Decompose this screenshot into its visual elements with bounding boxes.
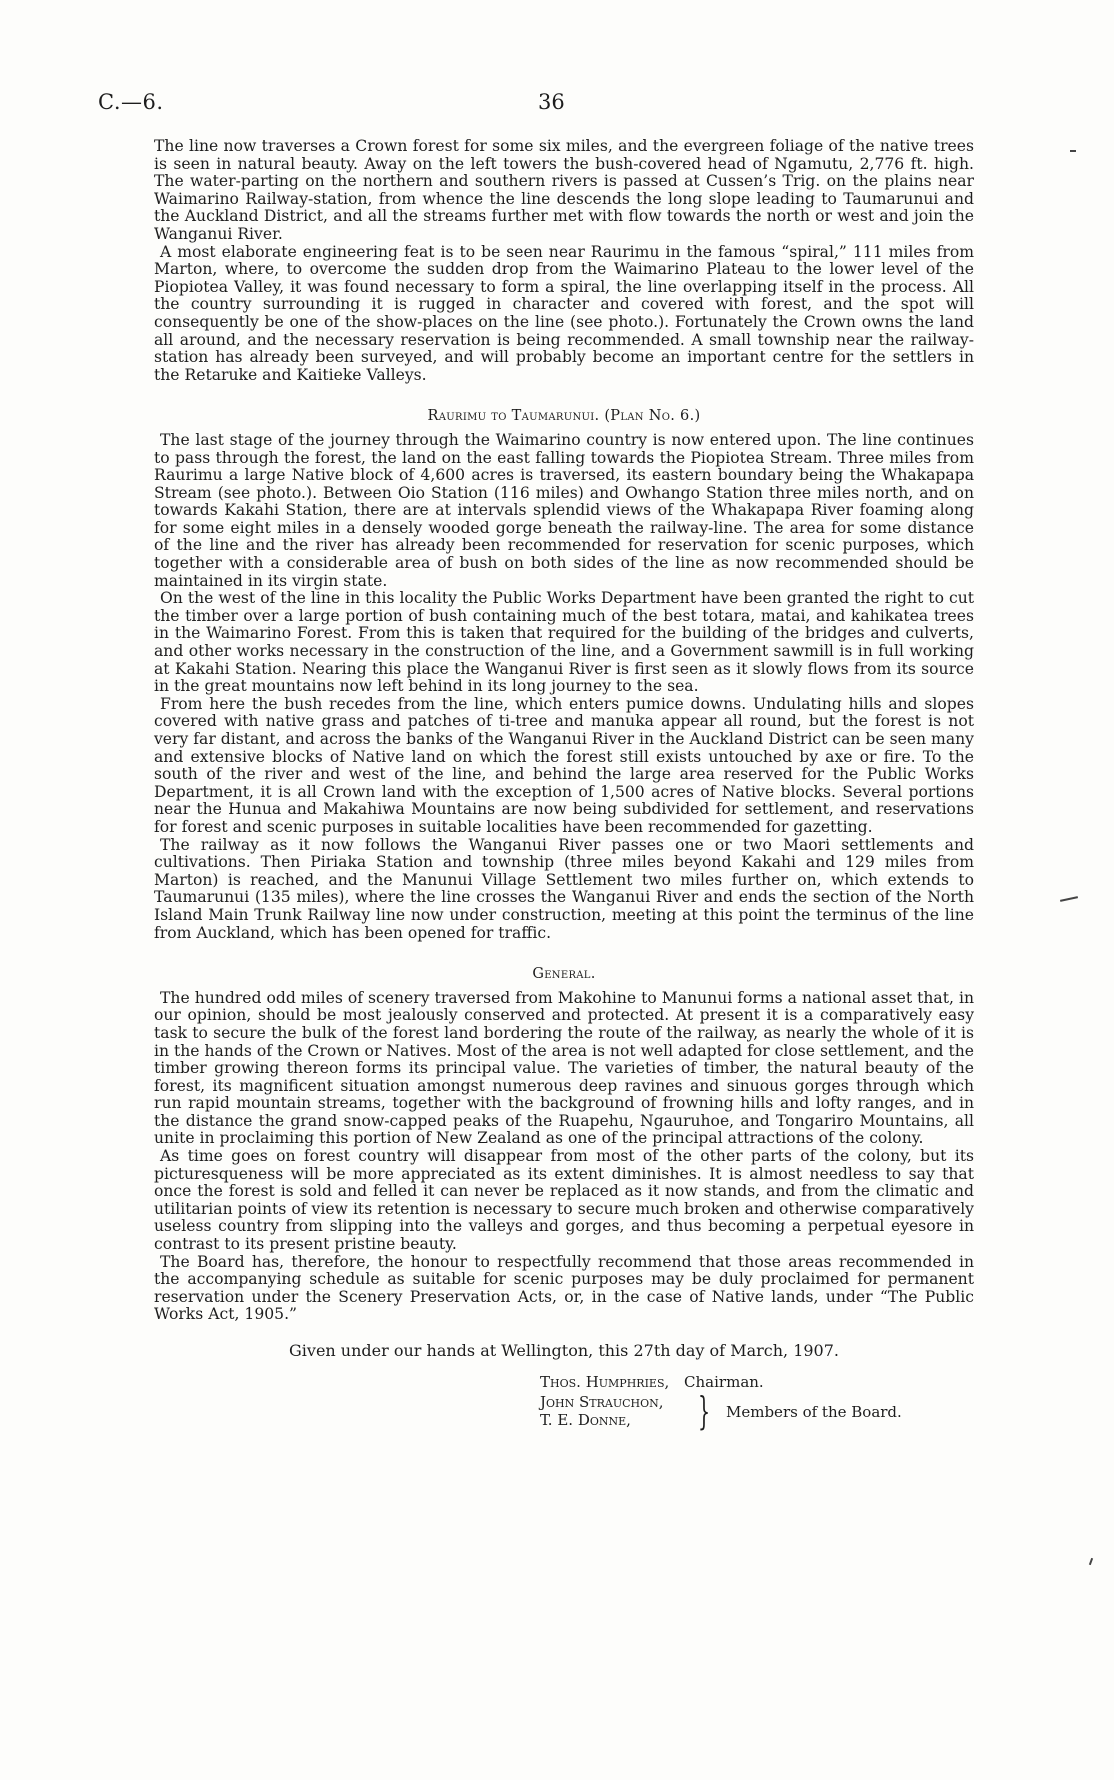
- paragraph: A most elaborate engineering feat is to be seen near Raurimu in the famous “spiral,” 111 miles from Marton, where, to overcome the sudden drop from the Waimarino Plateau to the lower level of the Piopiotea Valley, it was found necessary to form a spiral, the line overlapping itself in the process. All the country surrounding it is rugged in character and covered with forest, and the spot will consequently be one of the show-places on the line (see photo.). Fortunately the Crown owns the land all around, and the necessary reservation is being recommended. A small township near the railway-station has already been surveyed, and will probably become an important centre for the settlers in the Retaruke and Kaitieke Valleys.: [154, 242, 974, 384]
- page-number: 36: [538, 90, 565, 114]
- chairman-name: Thos. Humphries,: [540, 1372, 670, 1391]
- paragraph: The railway as it now follows the Wanganui River passes one or two Maori settlements and cultivations. Then Piriaka Station and township (three miles beyond Kakahi and 129 miles from Marton) is reached, and the Manunui Village Settlement two miles further on, which extends to Taumarunui (135 miles), where the line crosses the Wanganui River and ends the section of the North Island Main Trunk Railway line now under construction, meeting at this point the terminus of the line from Auckland, which has been opened for traffic.: [154, 835, 974, 942]
- section-heading-general: General.: [532, 966, 596, 983]
- margin-mark: [1089, 1558, 1093, 1565]
- members-label: Members of the Board.: [726, 1402, 902, 1421]
- paragraph: The last stage of the journey through the Waimarino country is now entered upon. The line continues to pass through the forest, the land on the east falling towards the Piopiotea Stream. Three miles from Raurimu a large Native block of 4,600 acres is traversed, its eastern boundary being the Whakapapa Stream (see photo.). Between Oio Station (116 miles) and Owhango Station three miles north, and on towards Kakahi Station, there are at intervals splendid views of the Whakapapa River foaming along for some eight miles in a densely wooded gorge beneath the railway-line. The area for some distance of the line and the river has already been recommended for reservation for scenic purposes, which together with a considerable area of bush on both sides of the line as now recommended should be maintained in its virgin state.: [154, 430, 974, 590]
- paragraph: As time goes on forest country will disappear from most of the other parts of the colony, but its picturesqueness will be more appreciated as its extent diminishes. It is almost needless to say that once the forest is sold and felled it can never be replaced as it now stands, and from the climatic and utilitarian points of view its retention is necessary to secure much broken and otherwise comparatively useless country from slipping into the valleys and gorges, and thus becoming a perpetual eyesore in contrast to its present pristine beauty.: [154, 1147, 974, 1254]
- given-line: Given under our hands at Wellington, this 27th day of March, 1907.: [289, 1341, 839, 1360]
- paragraph: The Board has, therefore, the honour to respectfully recommend that those areas recommended in the accompanying schedule as suitable for scenic purposes may be duly proclaimed for permanent reservation under the Scenery Preservation Acts, or, in the case of Native lands, under “The Public Works Act, 1905.”: [154, 1252, 974, 1324]
- paragraph: From here the bush recedes from the line, which enters pumice downs. Undulating hills and slopes covered with native grass and patches of ti-tree and manuka appear all round, but the forest is not very far distant, and across the banks of the Wanganui River in the Auckland District can be seen many and extensive blocks of Native land on which the forest still exists untouched by axe or fire. To the south of the river and west of the line, and behind the large area reserved for the Public Works Department, it is all Crown land with the exception of 1,500 acres of Native blocks. Several portions near the Hunua and Makahiwa Mountains are now being subdivided for settlement, and reservations for forest and scenic purposes in suitable localities have been recommended for gazetting.: [154, 694, 974, 836]
- document-body: [154, 138, 974, 1438]
- paragraph: The hundred odd miles of scenery traversed from Makohine to Manunui forms a national asset that, in our opinion, should be most jealously conserved and protected. At present it is a comparatively easy task to secure the bulk of the forest land bordering the route of the railway, as nearly the whole of it is in the hands of the Crown or Natives. Most of the area is not well adapted for close settlement, and the timber growing thereon forms its principal value. The varieties of timber, the natural beauty of the forest, its magnificent situation amongst numerous deep ravines and sinuous gorges through which run rapid mountain streams, together with the background of frowning hills and lofty ranges, and in the distance the grand snow-capped peaks of the Ruapehu, Ngauruhoe, and Tongariro Mountains, all unite in proclaiming this portion of New Zealand as one of the principal attractions of the colony.: [154, 988, 974, 1148]
- member-name: T. E. Donne,: [540, 1410, 631, 1429]
- paragraph: The line now traverses a Crown forest for some six miles, and the evergreen foliage of the native trees is seen in natural beauty. Away on the left towers the bush-covered head of Ngamutu, 2,776 ft. high. The water-parting on the northern and southern rivers is passed at Cussen’s Trig. on the plains near Waimarino Railway-station, from whence the line descends the long slope leading to Taumarunui and the Auckland District, and all the streams further met with flow towards the north or west and join the Wanganui River.: [154, 137, 974, 243]
- document-reference: C.—6.: [98, 90, 164, 114]
- margin-mark: [1060, 896, 1078, 902]
- signature-block: [540, 1374, 974, 1438]
- margin-mark: [1070, 150, 1076, 152]
- section-heading-raurimu: Raurimu to Taumarunui. (Plan No. 6.): [427, 408, 701, 425]
- paragraph: On the west of the line in this locality the Public Works Department have been granted the right to cut the timber over a large portion of bush containing much of the best totara, matai, and kahikatea trees in the Waimarino Forest. From this is taken that required for the building of the bridges and culverts, and other works necessary in the construction of the line, and a Government sawmill is in full working at Kakahi Station. Nearing this place the Wanganui River is first seen as it slowly flows from its source in the great mountains now left behind in its long journey to the sea.: [154, 589, 974, 696]
- chairman-role: Chairman.: [684, 1372, 764, 1391]
- brace-icon: }: [698, 1388, 711, 1433]
- member-name: John Strauchon,: [540, 1392, 664, 1411]
